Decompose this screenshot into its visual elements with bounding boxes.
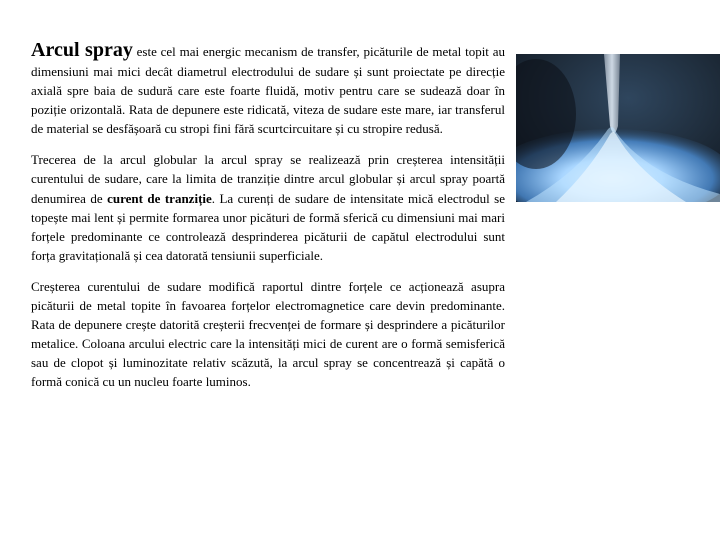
spray-arc-photo bbox=[516, 54, 720, 202]
paragraph-lead-title: Arcul spray bbox=[31, 39, 133, 61]
paragraph-text: Creșterea curentului de sudare modifică raportul dintre forțele ce acționează asupra picăturii de metal topite în favoarea forțelor electromagnetice care devin predominante. Rata de depunere crește datorită creșterii frecvenței de formare și desprindere a picăturilor metalice. Coloana arcului electric care la intensități mici de curent are o formă semisferică sau de clopot și luminozitate relativ scăzută, la arcul spray se concentrează și capătă o formă conică cu un nucleu foarte luminos. bbox=[31, 278, 505, 390]
paragraph-spray-arc bbox=[31, 38, 505, 138]
paragraph-text: este cel mai energic mecanism de transfer, picăturile de metal topit au dimensiuni mai mici decât diametrul electrodului de sudare și sunt proiectate pe direcție axială spre baia de sudură care este foarte fluidă, motiv pentru care se sudează doar în poziție orizontală. Rata de depunere este ridicată, viteza de sudare este mare, iar transferul de material se desfășoară cu stropi fini fără scurtcircuitare și cu stropire redusă. bbox=[31, 44, 505, 137]
paragraph-text-after: . La curenți de sudare de intensitate mică electrodul se topește mai lent și permite formarea unor picături de formă sferică cu dimensiuni mai mari forțele predominante ce controlează desprinderea picăturii de capătul electrodului sunt forța gravitațională și cea datorată tensiunii superficiale. bbox=[31, 190, 505, 263]
spray-arc-photo-icon bbox=[516, 54, 720, 202]
paragraph-text-before: Trecerea de la arcul globular la arcul spray se realizează prin creșterea intensității curentului de sudare, care la limita de tranziție dintre arcul globular și arcul spray poartă denumirea de bbox=[31, 152, 505, 206]
paragraph-transition bbox=[31, 150, 505, 265]
transition-current-term: curent de tranziție bbox=[107, 190, 212, 206]
paragraph-current-increase bbox=[31, 277, 505, 392]
text-column bbox=[31, 38, 505, 392]
